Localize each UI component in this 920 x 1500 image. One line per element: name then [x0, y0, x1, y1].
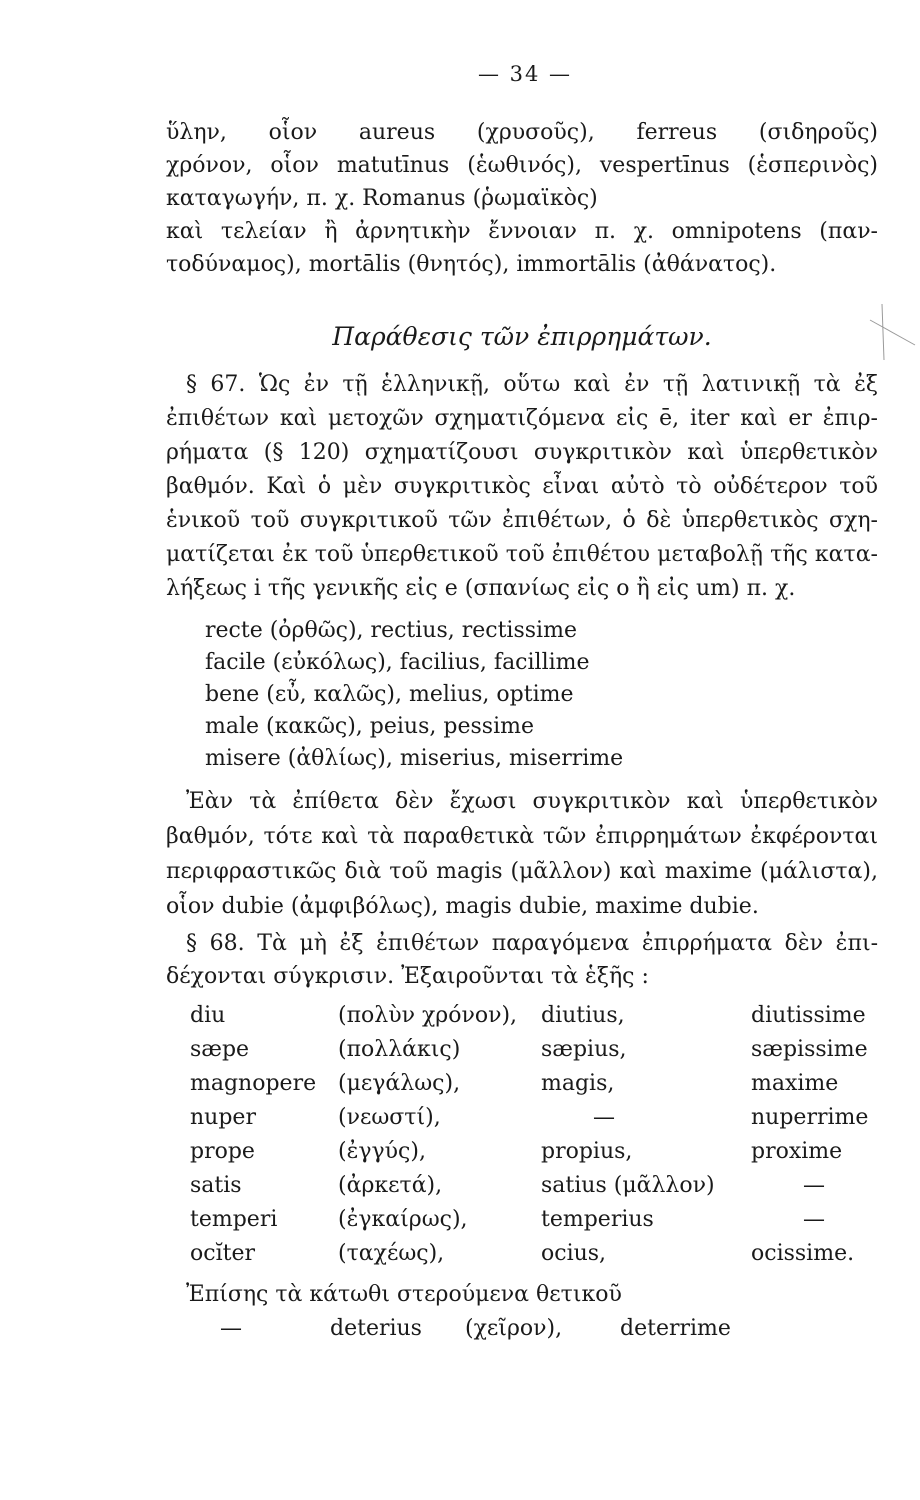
table-row — [190, 1241, 881, 1275]
para1-line-2: χρόνον, οἷον matutīnus (ἑωθινός), vespertīnus (ἑσπερινὸς) — [166, 153, 878, 178]
page-number: — 34 — — [477, 62, 573, 86]
para4-line-1: § 68. Τὰ μὴ ἐξ ἐπιθέτων παραγόμενα ἐπιρρήματα δὲν ἐπι- — [186, 931, 878, 956]
comparative: ocius, — [541, 1241, 607, 1266]
last-row — [220, 1316, 731, 1341]
para1-line-5: τοδύναμος), mortālis (θνητός), immortālis (ἀθάνατος). — [166, 252, 777, 277]
para2-line-7: λήξεως i τῆς γενικῆς εἰς e (σπανίως εἰς o ἢ εἰς um) π. χ. — [166, 576, 796, 601]
superlative: sæpissime — [751, 1037, 868, 1062]
example-row: recte (ὀρθῶς), rectius, rectissime — [205, 618, 577, 643]
last-superlative: deterrime — [620, 1316, 731, 1341]
superlative: ocissime. — [751, 1241, 855, 1266]
greek-gloss: (πολὺν χρόνον), — [338, 1003, 518, 1028]
latin-positive: satis — [190, 1173, 242, 1198]
superlative: proxime — [751, 1139, 843, 1164]
latin-positive: diu — [190, 1003, 226, 1028]
greek-gloss: (ἐγκαίρως), — [338, 1207, 468, 1232]
section-heading: Παράθεσις τῶν ἐπιρρημάτων. — [332, 322, 712, 351]
para3-line-2: βαθμόν, τότε καὶ τὰ παραθετικὰ τῶν ἐπιρρημάτων ἐκφέρονται — [166, 824, 878, 849]
example-row: facile (εὐκόλως), facilius, facillime — [205, 650, 590, 675]
para4-line-2: δέχονται σύγκρισιν. Ἐξαιροῦνται τὰ ἑξῆς : — [166, 964, 649, 989]
para2-line-6: ματίζεται ἐκ τοῦ ὑπερθετικοῦ τοῦ ἐπιθέτου μεταβολῇ τῆς κατα- — [166, 542, 878, 567]
example-row: bene (εὖ, καλῶς), melius, optime — [205, 682, 574, 707]
latin-positive: prope — [190, 1139, 255, 1164]
comparative: magis, — [541, 1071, 615, 1096]
para3-line-4: οἷον dubie (ἀμφιβόλως), magis dubie, maxime dubie. — [166, 894, 759, 919]
latin-positive: temperi — [190, 1207, 278, 1232]
examples-list — [205, 615, 623, 775]
comparative: propius, — [541, 1139, 633, 1164]
superlative: — — [803, 1207, 825, 1232]
last-dash: — — [220, 1316, 242, 1341]
para2-line-3: ρήματα (§ 120) σχηματίζουσι συγκριτικὸν καὶ ὑπερθετικὸν — [166, 440, 878, 465]
example-row: male (κακῶς), peius, pessime — [205, 714, 534, 739]
table-row — [190, 1071, 881, 1105]
greek-gloss: (μεγάλως), — [338, 1071, 461, 1096]
adverb-table — [190, 1003, 881, 1275]
para5-line: Ἐπίσης τὰ κάτωθι στερούμενα θετικοῦ — [186, 1282, 622, 1307]
para3-line-3: περιφραστικῶς διὰ τοῦ magis (μᾶλλον) καὶ maxime (μάλιστα), — [166, 859, 878, 884]
comparative: — — [593, 1105, 615, 1130]
table-row — [190, 1003, 881, 1037]
latin-positive: ocĭter — [190, 1241, 255, 1266]
comparative: temperius — [541, 1207, 654, 1232]
greek-gloss: (ταχέως), — [338, 1241, 445, 1266]
para1-line-4: καὶ τελείαν ἢ ἀρνητικὴν ἔννοιαν π. χ. omnipotens (παν- — [166, 219, 878, 244]
para2-line-5: ἑνικοῦ τοῦ συγκριτικοῦ τῶν ἐπιθέτων, ὁ δὲ ὑπερθετικὸς σχη- — [166, 508, 878, 533]
comparative: sæpius, — [541, 1037, 627, 1062]
para2-line-2: ἐπιθέτων καὶ μετοχῶν σχηματιζόμενα εἰς ē, iter καὶ er ἐπιρ- — [166, 406, 878, 431]
para2-line-1: § 67. Ὡς ἐν τῇ ἑλληνικῇ, οὕτω καὶ ἐν τῇ λατινικῇ τὰ ἐξ — [186, 372, 878, 397]
last-comparative: deterius — [330, 1316, 422, 1341]
latin-positive: sæpe — [190, 1037, 250, 1062]
example-row: misere (ἀθλίως), miserius, miserrime — [205, 746, 624, 771]
greek-gloss: (πολλάκις) — [338, 1037, 461, 1062]
para1-line-1: ὕλην, οἷον aureus (χρυσοῦς), ferreus (σιδηροῦς) — [166, 120, 878, 145]
para3-line-1: Ἐὰν τὰ ἐπίθετα δὲν ἔχωσι συγκριτικὸν καὶ ὑπερθετικὸν — [186, 789, 878, 814]
last-gloss: (χεῖρον), — [465, 1316, 563, 1341]
table-row — [190, 1207, 881, 1241]
para1-line-3: καταγωγήν, π. χ. Romanus (ῥωμαϊκὸς) — [166, 186, 598, 211]
superlative: nuperrime — [751, 1105, 869, 1130]
greek-gloss: (ἐγγύς), — [338, 1139, 426, 1164]
greek-gloss: (ἀρκετά), — [338, 1173, 443, 1198]
comparative: diutius, — [541, 1003, 625, 1028]
para2-line-4: βαθμόν. Καὶ ὁ μὲν συγκριτικὸς εἶναι αὐτὸ τὸ οὐδέτερον τοῦ — [166, 474, 878, 499]
table-row — [190, 1173, 881, 1207]
greek-gloss: (νεωστί), — [338, 1105, 441, 1130]
table-row — [190, 1105, 881, 1139]
superlative: maxime — [751, 1071, 839, 1096]
table-row — [190, 1037, 881, 1071]
table-row — [190, 1139, 881, 1173]
superlative: diutissime — [751, 1003, 866, 1028]
latin-positive: nuper — [190, 1105, 256, 1130]
superlative: — — [803, 1173, 825, 1198]
comparative: satius (μᾶλλον) — [541, 1173, 715, 1198]
latin-positive: magnopere — [190, 1071, 317, 1096]
